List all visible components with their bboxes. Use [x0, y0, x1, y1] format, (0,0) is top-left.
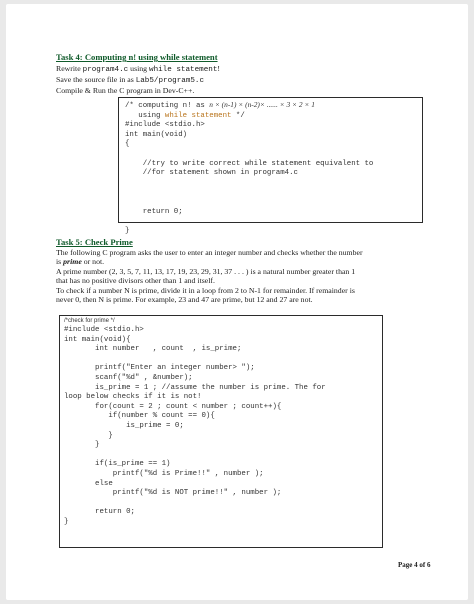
- code-line: {: [125, 140, 130, 149]
- text-line: The following C program asks the user to enter an integer number and checks whether the number: [56, 248, 363, 257]
- code-line: //try to write correct while statement equivalent to: [125, 159, 374, 168]
- text: or not.: [81, 257, 105, 267]
- text: Rewrite: [56, 64, 83, 73]
- code-line: #include <stdio.h>: [125, 121, 205, 130]
- text-line: never 0, then N is prime. For example, 23 and 47 are prime, but 12 and 27 are not.: [56, 295, 313, 305]
- task5-intro: [56, 248, 426, 304]
- code-line: /* computing n! as: [125, 102, 210, 110]
- code-line: return 0;: [125, 207, 183, 216]
- code-line: [64, 499, 326, 509]
- text-line: A prime number (2, 3, 5, 7, 11, 13, 17, 19, 23, 29, 31, 37 . . . ) is a natural number greater than 1: [56, 266, 356, 276]
- emphasis: prime: [63, 257, 82, 267]
- code-line: loop below checks if it is not!: [64, 393, 202, 402]
- code-line: [64, 451, 326, 461]
- code-line: if(is_prime == 1): [64, 460, 171, 469]
- code-line: is_prime = 1 ; //assume the number is prime. The for: [64, 383, 326, 392]
- code-line: int main(void): [125, 130, 188, 139]
- task4-code: [125, 100, 373, 236]
- text-line: [56, 257, 426, 266]
- task4-title: Task 4: Computing n! using while statement: [56, 52, 218, 62]
- code-comment: /*check for prime */: [64, 318, 115, 324]
- code-line: is_prime = 0;: [64, 421, 184, 430]
- code-line: using: [125, 111, 165, 120]
- code-line: printf("%d is NOT prime!!" , number );: [64, 489, 282, 498]
- code-line: int main(void){: [64, 335, 131, 344]
- filename: program4.c: [82, 66, 129, 74]
- code-line: scanf("%d" , &number);: [64, 373, 193, 382]
- task5-title: Task 5: Check Prime: [56, 237, 133, 247]
- task4-instruction-save: [56, 75, 204, 87]
- code-line: else: [64, 479, 113, 488]
- task4-code-box: [118, 97, 423, 235]
- file-path: Lab5/program5.c: [135, 77, 205, 85]
- document-page: [6, 4, 468, 600]
- task5-code-box: [59, 315, 383, 548]
- task4-instruction-rewrite: [56, 64, 220, 76]
- code-line: }: [64, 517, 69, 526]
- code-line: }: [64, 441, 100, 450]
- code-line: #include <stdio.h>: [64, 326, 144, 334]
- code-line: int number , count , is_prime;: [64, 345, 242, 354]
- code-line: }: [125, 226, 130, 235]
- page-number: Page 4 of 6: [398, 561, 431, 569]
- text: !: [217, 64, 220, 73]
- text-line: that has no positive divisors other than 1 and itself.: [56, 276, 215, 286]
- keyword: while statement: [149, 66, 218, 74]
- code-line: [64, 355, 326, 365]
- formula: n × (n-1) × (n-2)× ...... × 3 × 2 × 1: [209, 100, 315, 109]
- code-line: }: [64, 431, 113, 440]
- text: using: [128, 64, 150, 73]
- text-line: To check if a number N is prime, divide it in a loop from 2 to N-1 for remainder. If remainder is: [56, 285, 355, 295]
- task4-instruction-compile: Compile & Run the C program in Dev-C++.: [56, 86, 195, 95]
- code-line: if(number % count == 0){: [64, 412, 215, 421]
- code-line: //for statement shown in program4.c: [125, 169, 298, 178]
- text: Save the source file in as: [56, 75, 136, 84]
- code-line: printf("Enter an integer number> ");: [64, 364, 255, 373]
- text: is: [56, 257, 64, 267]
- keyword: while statement: [164, 111, 232, 120]
- code-line: return 0;: [64, 508, 135, 517]
- task5-code: [64, 326, 326, 527]
- code-line: for(count = 2 ; count < number ; count++){: [64, 402, 282, 411]
- code-line: */: [231, 111, 245, 120]
- code-line: printf("%d is Prime!!" , number );: [64, 469, 264, 478]
